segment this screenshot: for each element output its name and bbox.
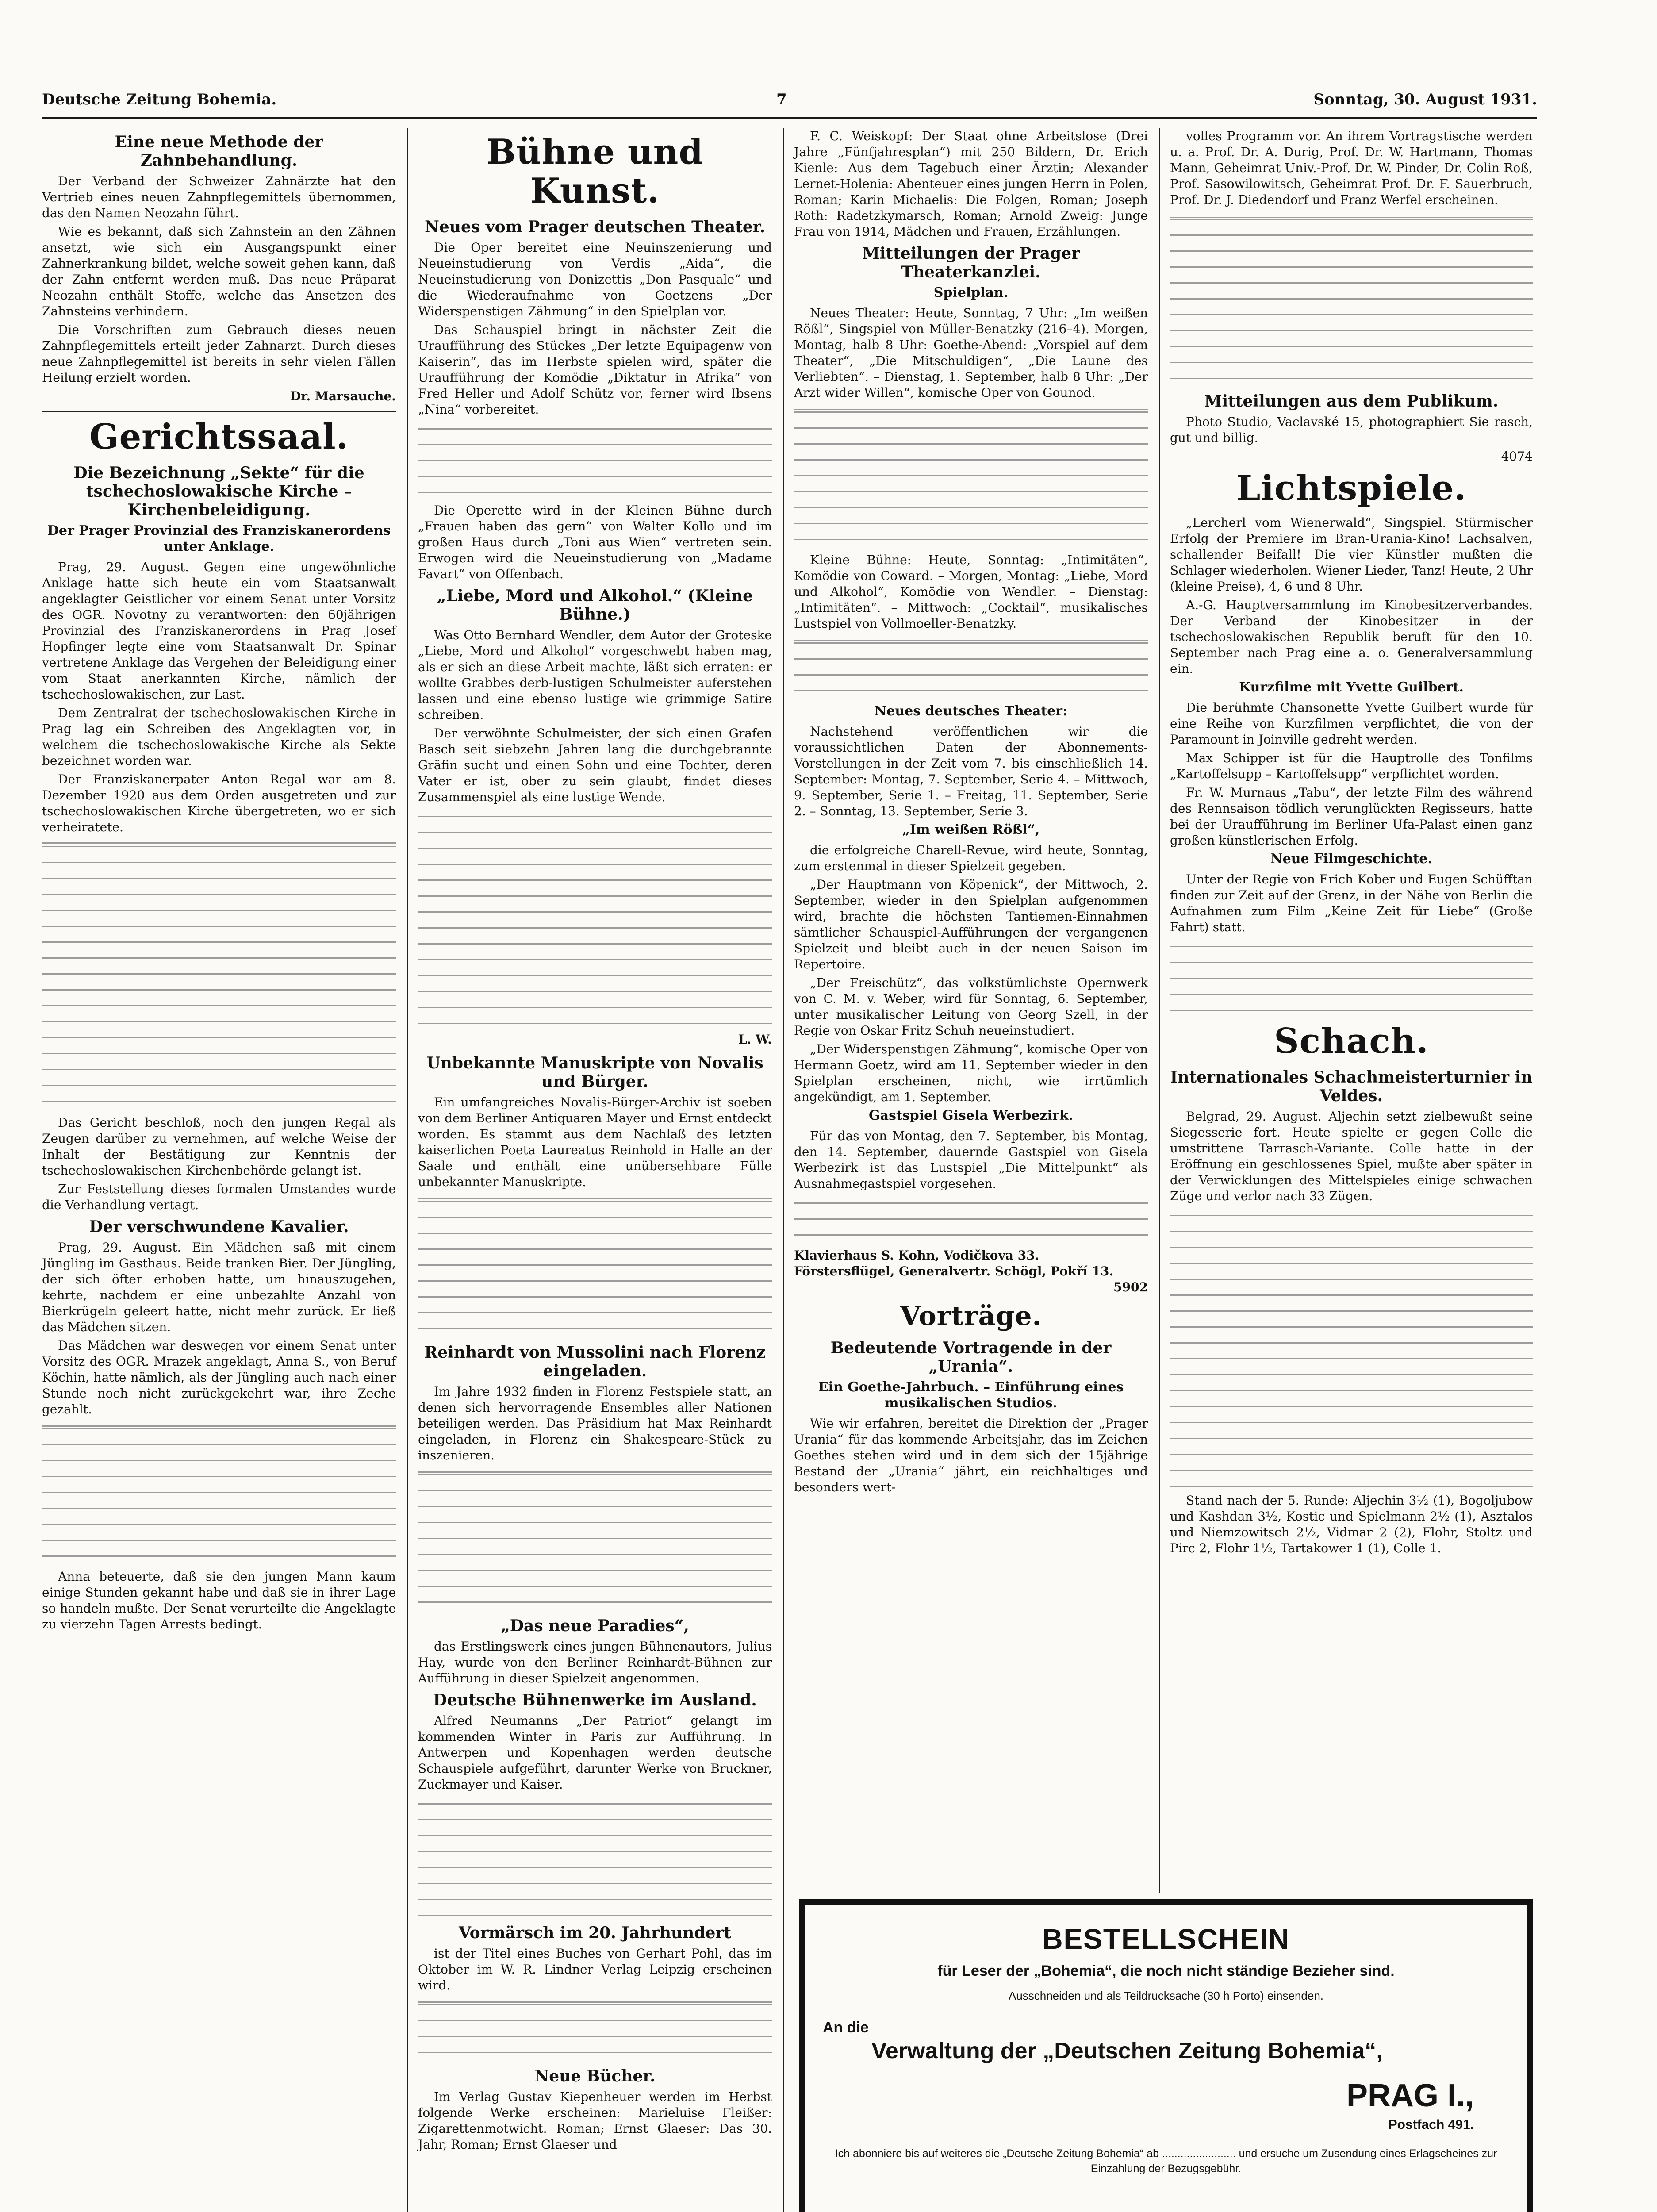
page-number: 7 bbox=[776, 91, 787, 108]
section-heading: Mitteilungen aus dem Publikum. bbox=[1204, 392, 1499, 411]
paragraph: das Erstlingswerk eines jungen Bühnenautors, Julius Hay, wurde von den Berliner Reinhardt-Bühnen zur Aufführung in dieser Spielzeit angenommen. bbox=[418, 1639, 772, 1686]
text-filler bbox=[418, 808, 772, 1029]
text-filler bbox=[418, 1193, 772, 1339]
column-rule bbox=[407, 128, 408, 2212]
section-heading: Gerichtssaal. bbox=[89, 417, 349, 457]
paragraph: Unter der Regie von Erich Kober und Eugen Schüfftan finden zur Zeit auf der Grenz, in der Nähe von Berlin die Aufnahmen zum Film „Keine Zeit für Liebe“ (Große Fahrt) statt. bbox=[1170, 872, 1533, 934]
paragraph: die erfolgreiche Charell-Revue, wird heute, Sonntag, zum erstenmal in dieser Spielzeit gegeben. bbox=[794, 843, 1148, 873]
article-title: Kurzfilme mit Yvette Guilbert. bbox=[1239, 680, 1464, 695]
column-1 bbox=[42, 128, 396, 1635]
order-form-text: Ich abonniere bis auf weiteres die „Deutsche Zeitung Bohemia“ ab ........................ und ersuche um Zusendung eines Erlagscheines zur Einzahlung der Bezugsgebühr. bbox=[835, 2147, 1497, 2175]
article-subtitle: Der Prager Provinzial des Franziskanerordens unter Anklage. bbox=[47, 523, 391, 554]
text-filler bbox=[794, 1194, 1148, 1243]
article-title: Bedeutende Vortragende in der „Urania“. bbox=[830, 1339, 1112, 1376]
paragraph: Was Otto Bernhard Wendler, dem Autor der Groteske „Liebe, Mord und Alkohol“ vorgeschwebt haben mag, als er sich an diese Arbeit machte, läßt sich erraten: er wollte Grabbes derb-lustigen Schulmeister auferstehen lassen und eine ebenso lustige wie grimmige Satire schreiben. bbox=[418, 628, 772, 722]
paragraph: Anna beteuerte, daß sie den jungen Mann kaum einige Stunden gekannt habe und daß sie in ihrer Lage so handeln mußte. Der Senat verurteilte die Angeklagte zu vierzehn Tagen Arrests bedingt. bbox=[42, 1569, 396, 1632]
byline: Dr. Marsauche. bbox=[290, 389, 396, 403]
paragraph: Zur Feststellung dieses formalen Umstandes wurde die Verhandlung vertagt. bbox=[42, 1182, 396, 1212]
paragraph: Die Vorschriften zum Gebrauch dieses neuen Zahnpflegemittels erteilt jeder Zahnarzt. Durch dieses neue Zahnpflegemittel ist bereits in sehr vielen Fällen Heilung erzielt worden. bbox=[42, 323, 396, 385]
paragraph: Das Gericht beschloß, noch den jungen Regal als Zeugen darüber zu vernehmen, auf welche Weise der Inhalt der Bestätigung zur Kenntnis der tschechoslowakischen Kirchenbehörde gelangt ist. bbox=[42, 1115, 396, 1178]
paragraph: Ein umfangreiches Novalis-Bürger-Archiv ist soeben von dem Berliner Antiquaren Mayer und Ernst entdeckt worden. Es stammt aus dem Nachlaß des letzten kaiserlichen Poeta Laureatus Reinhold in Halle an der Saale und enthält eine unübersehbare Fülle unbekannter Manuskripte. bbox=[418, 1095, 772, 1189]
article-title: „Liebe, Mord und Alkohol.“ (Kleine Bühne.) bbox=[437, 587, 753, 624]
paragraph: Im Jahre 1932 finden in Florenz Festspiele statt, an denen sich hervorragende Ensembles aller Nationen beteiligen werden. Das Präsidium hat Max Reinhardt eingeladen, in Florenz ein Shakespeare-Stück zu inszenieren. bbox=[418, 1384, 772, 1463]
section-label: Spielplan. bbox=[933, 285, 1009, 300]
column-2 bbox=[418, 128, 772, 2155]
paragraph: A.-G. Hauptversammlung im Kinobesitzerverbandes. Der Verband der Kinobesitzer in der tschechoslowakischen Republik beruft für den 10. September nach Prag eine a. o. Generalversammlung ein. bbox=[1170, 598, 1533, 676]
text-filler bbox=[794, 403, 1148, 549]
section-heading: Lichtspiele. bbox=[1236, 468, 1467, 508]
piano-ad-line: Klavierhaus S. Kohn, Vodičkova 33. bbox=[794, 1248, 1039, 1263]
paragraph: Alfred Neumanns „Der Patriot“ gelangt im kommenden Winter in Paris zur Aufführung. In Antwerpen und Kopenhagen werden deutsche Schauspiele aufgeführt, darunter Werke von Bruckner, Zuckmayer und Kaiser. bbox=[418, 1713, 772, 1792]
text-filler bbox=[42, 1420, 396, 1566]
order-form-note: Ausschneiden und als Teildrucksache (30 h Porto) einsenden. bbox=[1008, 1989, 1324, 2002]
article-title: Neues vom Prager deutschen Theater. bbox=[425, 218, 765, 236]
order-form-pobox: Postfach 491. bbox=[1388, 2117, 1474, 2132]
text-filler bbox=[1170, 211, 1533, 388]
order-form bbox=[799, 1899, 1533, 2212]
paragraph: Prag, 29. August. Ein Mädchen saß mit einem Jüngling im Gasthaus. Beide tranken Bier. Der Jüngling, der sich öfter erhoben hatte, um hinauszugehen, kehrte, nachdem er eine unbezahlte Anzahl von Bierkrügeln geleert hatte, nicht mehr zurück. Er ließ das Mädchen sitzen. bbox=[42, 1240, 396, 1334]
paragraph: Die berühmte Chansonette Yvette Guilbert wurde für eine Reihe von Kurzfilmen verpflichtet, die von der Paramount in Joinville gedreht werden. bbox=[1170, 700, 1533, 747]
article-title: Neues deutsches Theater: bbox=[874, 703, 1068, 719]
issue-date: Sonntag, 30. August 1931. bbox=[1313, 91, 1537, 108]
paragraph: F. C. Weiskopf: Der Staat ohne Arbeitslose (Drei Jahre „Fünfjahresplan“) mit 250 Bildern, Dr. Erich Kienle: Aus dem Tagebuch einer Ärztin; Alexander Lernet-Holenia: Abenteuer eines jungen Herrn in Polen, Roman; Karin Michaelis: Die Folgen, Roman; Joseph Roth: Radetzkymarsch, Roman; Arnold Zweig: Junge Frau von 1914, Mädchen und Frauen, Erzählungen. bbox=[794, 129, 1148, 239]
paragraph: Kleine Bühne: Heute, Sonntag: „Intimitäten“, Komödie von Coward. – Morgen, Montag: „Liebe, Mord und Alkohol“, Komödie von Wendler. – Dienstag: „Intimitäten“. – Mittwoch: „Cocktail“, musikalisches Lustspiel von Vollmoeller-Benatzky. bbox=[794, 553, 1148, 631]
article-title: Deutsche Bühnenwerke im Ausland. bbox=[433, 1691, 757, 1709]
article-title: Neue Bücher. bbox=[534, 2067, 656, 2085]
order-form-recipient: Verwaltung der „Deutschen Zeitung Bohemia“, bbox=[871, 2038, 1383, 2064]
text-filler bbox=[1170, 938, 1533, 1018]
paragraph: Dem Zentralrat der tschechoslowakischen Kirche in Prag lag ein Schreiben des Angeklagten vor, in welchem die tschechoslowakische Kirche als Sekte bezeichnet worden war. bbox=[42, 706, 396, 768]
paragraph: volles Programm vor. An ihrem Vortragstische werden u. a. Prof. Dr. A. Durig, Prof. Dr. W. Hartmann, Thomas Mann, Geheimrat Univ.-Prof. Dr. W. Pinder, Dr. Colin Roß, Prof. Sasowilowitsch, Geheimrat Prof. Dr. F. Sauerbruch, Prof. Dr. J. Diedendorf und Franz Werfel erscheinen. bbox=[1170, 129, 1533, 207]
column-rule bbox=[1159, 128, 1160, 1893]
paragraph: „Der Hauptmann von Köpenick“, der Mittwoch, 2. September, wieder in den Spielplan aufgenommen wird, brachte die höchsten Tantiemen-Einnahmen sämtlicher Schauspiel-Aufführungen der vergangenen Spielzeit und bleibt auch in der neuen Saison im Repertoire. bbox=[794, 877, 1148, 972]
piano-ad-number: 5902 bbox=[1113, 1280, 1148, 1294]
article-title: Internationales Schachmeisterturnier in Veldes. bbox=[1170, 1068, 1533, 1105]
paragraph: „Der Freischütz“, das volkstümlichste Opernwerk von C. M. v. Weber, wird für Sonntag, 6. September, unter musikalischer Leitung von Georg Szell, in der Regie von Oskar Fritz Schuh neueinstudiert. bbox=[794, 975, 1148, 1038]
paragraph: ist der Titel eines Buches von Gerhart Pohl, das im Oktober im W. R. Lindner Verlag Leipzig erscheinen wird. bbox=[418, 1946, 772, 1993]
section-heading: Mitteilungen der Prager Theaterkanzlei. bbox=[862, 244, 1080, 281]
order-form-lead: für Leser der „Bohemia“, die noch nicht ständige Bezieher sind. bbox=[937, 1962, 1395, 1979]
article-title: Vormärsch im 20. Jahrhundert bbox=[458, 1924, 732, 1942]
paragraph: Der Verband der Schweizer Zahnärzte hat den Vertrieb eines neuen Zahnpflegemittels übernommen, das den Namen Neozahn führt. bbox=[42, 174, 396, 220]
article-title: Der verschwundene Kavalier. bbox=[89, 1217, 349, 1236]
paragraph: Nachstehend veröffentlichen wir die voraussichtlichen Daten der Abonnements-Vorstellungen in der Zeit vom 7. bis einschließlich 14. September: Montag, 7. September, Serie 4. – Mittwoch, 9. September, Serie 1. – Freitag, 11. September, Serie 2. – Sonntag, 13. September, Serie 3. bbox=[794, 724, 1148, 818]
article-title: Neue Filmgeschichte. bbox=[1270, 851, 1432, 867]
order-form-city: PRAG I., bbox=[1346, 2078, 1474, 2113]
article-title: Die Bezeichnung „Sekte“ für die tschechoslowakische Kirche – Kirchenbeleidigung. bbox=[73, 464, 364, 519]
paragraph: Für das von Montag, den 7. September, bis Montag, den 14. September, dauernde Gastspiel von Gisela Werbezirk ist das Lustspiel „Die Mittelpunkt“ als Ausnahmegastspiel vorgesehen. bbox=[794, 1129, 1148, 1191]
article-title: Reinhardt von Mussolini nach Florenz eingeladen. bbox=[424, 1343, 766, 1380]
paragraph: Max Schipper ist für die Hauptrolle des Tonfilms „Kartoffelsupp – Kartoffelsupp“ verpflichtet worden. bbox=[1170, 751, 1533, 781]
piano-ad bbox=[794, 1248, 1148, 1295]
paragraph: „Der Widerspenstigen Zähmung“, komische Oper von Hermann Goetz, wird am 11. September wieder in den Spielplan erscheinen, nicht, wie irrtümlich angekündigt, am 1. September. bbox=[794, 1042, 1148, 1104]
text-filler bbox=[418, 1996, 772, 2062]
paragraph: Wie es bekannt, daß sich Zahnstein an den Zähnen ansetzt, wie sich ein Ausgangspunkt einer Zahnerkrankung bildet, welche soweit gehen kann, daß der Zahn entfernt werden muß. Das neue Präparat Neozahn enthält Stoffe, welche das Ansetzen des Zahnsteins verhindern. bbox=[42, 224, 396, 319]
text-filler bbox=[418, 420, 772, 500]
paragraph: Belgrad, 29. August. Aljechin setzt zielbewußt seine Siegesserie fort. Heute spielte er gegen Colle die umstrittene Tarrasch-Variante. Colle hatte in der Eröffnung ein geschlossenes Spiel, mußte aber später in der Verwicklungen des Mittelspieles einige schwachen Züge und verlor nach 33 Zügen. bbox=[1170, 1109, 1533, 1203]
section-heading: Vorträge. bbox=[900, 1301, 1042, 1332]
piano-ad-line: Förstersflügel, Generalvertr. Schögl, Pokří 13. bbox=[794, 1264, 1114, 1279]
paragraph: Die Operette wird in der Kleinen Bühne durch „Frauen haben das gern“ von Walter Kollo und im großen Haus durch „Toni aus Wien“ vertreten sein. Erwogen wird die Neueinstudierung von „Madame Favart“ von Offenbach. bbox=[418, 503, 772, 581]
order-form-title: BESTELLSCHEIN bbox=[1042, 1923, 1290, 1955]
section-heading: Bühne und Kunst. bbox=[487, 132, 703, 211]
text-filler bbox=[418, 1466, 772, 1612]
column-rule bbox=[783, 128, 784, 2212]
article-title: Eine neue Methode der Zahnbehandlung. bbox=[115, 133, 323, 170]
article-title: „Das neue Paradies“, bbox=[501, 1617, 689, 1635]
divider bbox=[42, 411, 396, 412]
column-4 bbox=[1170, 128, 1533, 1559]
section-heading: Schach. bbox=[1274, 1021, 1429, 1061]
article-subtitle: Ein Goethe-Jahrbuch. – Einführung eines musikalischen Studios. bbox=[818, 1379, 1124, 1411]
paragraph: Prag, 29. August. Gegen eine ungewöhnliche Anklage hatte sich heute ein vom Staatsanwalt angeklagter Geistlicher vor einem Senat unter Vorsitz des OGR. Novotny zu verantworten: den 60jährigen Provinzial des Franziskanerordens in Prag Josef Hopfinger legte eine vom Staatsanwalt Dr. Spinar vertretene Anklage das Vergehen der Beleidigung einer vom Staat anerkannten Kirche, nämlich der tschechoslowakischen, zur Last. bbox=[42, 560, 396, 702]
text-filler bbox=[418, 1795, 772, 1919]
text-filler bbox=[42, 838, 396, 1112]
byline: L. W. bbox=[738, 1032, 772, 1047]
paragraph: Fr. W. Murnaus „Tabu“, der letzte Film des während des Rennsaison tödlich verunglückten Regisseurs, hatte bei der Uraufführung im Berliner Ufa-Palast einen ganz großen künstlerischen Erfolg. bbox=[1170, 785, 1533, 848]
paragraph: Der Franziskanerpater Anton Regal war am 8. Dezember 1920 aus dem Orden ausgetreten und zur tschechoslowakischen Kirche übergetreten, wo er sich verheiratete. bbox=[42, 772, 396, 834]
paragraph: „Lercherl vom Wienerwald“, Singspiel. Stürmischer Erfolg der Premiere im Bran-Urania-Kino! Lachsalven, schallender Beifall! Die vier Künstler mußten die Schlager wiederholen. Wiener Lieder, Tanz! Heute, 2 Uhr (kleine Preise), 4, 6 und 8 Uhr. bbox=[1170, 515, 1533, 594]
paragraph: Neues Theater: Heute, Sonntag, 7 Uhr: „Im weißen Rößl“, Singspiel von Müller-Benatzky (216–4). Morgen, Montag, halb 8 Uhr: Goethe-Abend: „Vorspiel auf dem Theater“, „Die Mitschuldigen“, „Die Laune des Verliebten“. – Dienstag, 1. September, halb 8 Uhr: „Der Arzt wider Willen“, komische Oper von Gounod. bbox=[794, 306, 1148, 400]
notice: Photo Studio, Vaclavské 15, photographiert Sie rasch, gut und billig. bbox=[1170, 415, 1533, 445]
paragraph: Der verwöhnte Schulmeister, der sich einen Grafen Basch seit siebzehn Jahren lang die durchgebrannte Gräfin sucht und einen Sohn und eine Tochter, deren Vater er ist, ober zu sein glaubt, findet dieses Zusammenspiel als eine lustige Wende. bbox=[418, 726, 772, 804]
running-head bbox=[42, 91, 1537, 119]
text-filler bbox=[794, 634, 1148, 701]
article-title: Unbekannte Manuskripte von Novalis und Bürger. bbox=[426, 1054, 763, 1091]
order-form-address-line: An die bbox=[823, 2019, 869, 2036]
paragraph: Das Schauspiel bringt in nächster Zeit die Uraufführung des Stückes „Der letzte Equipagenw von Kaiserin“, das im Herbste spielen wird, später die Uraufführung der Komödie „Diktatur in Afrika“ von Fred Heller und Adolf Schütz vor, ferner wird Ibsens „Nina“ vorbereitet. bbox=[418, 323, 772, 417]
column-3 bbox=[794, 128, 1148, 1498]
article-title: Gastspiel Gisela Werbezirk. bbox=[869, 1108, 1073, 1123]
newspaper-name: Deutsche Zeitung Bohemia. bbox=[42, 91, 277, 108]
notice-number: 4074 bbox=[1501, 449, 1533, 464]
paragraph: Wie wir erfahren, bereitet die Direktion der „Prager Urania“ für das kommende Arbeitsjahr, das im Zeichen Goethes stehen wird und in dem sich der 15jährige Bestand der „Urania“ jährt, ein reichhaltiges und besonders wert- bbox=[794, 1416, 1148, 1494]
paragraph: Das Mädchen war deswegen vor einem Senat unter Vorsitz des OGR. Mrazek angeklagt, Anna S., von Beruf Köchin, hatte nämlich, als der Jüngling auch nach einer Stunde noch nicht zurückgekehrt war, ihre Zeche gezahlt. bbox=[42, 1338, 396, 1417]
text-filler bbox=[1170, 1207, 1533, 1490]
paragraph: Die Oper bereitet eine Neuinszenierung und Neueinstudierung von Verdis „Aida“, die Neueinstudierung von Donizettis „Don Pasquale“ und die Wiederaufnahme von Goetzens „Der Widerspenstigen Zähmung“ in den Spielplan vor. bbox=[418, 240, 772, 319]
article-title: „Im weißen Rößl“, bbox=[902, 822, 1040, 837]
paragraph: Stand nach der 5. Runde: Aljechin 3½ (1), Bogoljubow und Kashdan 3½, Kostic und Spielmann 2½ (1), Asztalos und Niemzowitsch 2½, Vidmar 2 (2), Flohr, Stoltz und Pirc 2, Flohr 1½, Tartakower 1 (1), Colle 1. bbox=[1170, 1493, 1533, 1555]
paragraph: Im Verlag Gustav Kiepenheuer werden im Herbst folgende Werke erscheinen: Marieluise Fleißer: Zigarettenmotwicht. Roman; Ernst Glaeser: Das 30. Jahr, Roman; Ernst Glaeser und bbox=[418, 2089, 772, 2152]
